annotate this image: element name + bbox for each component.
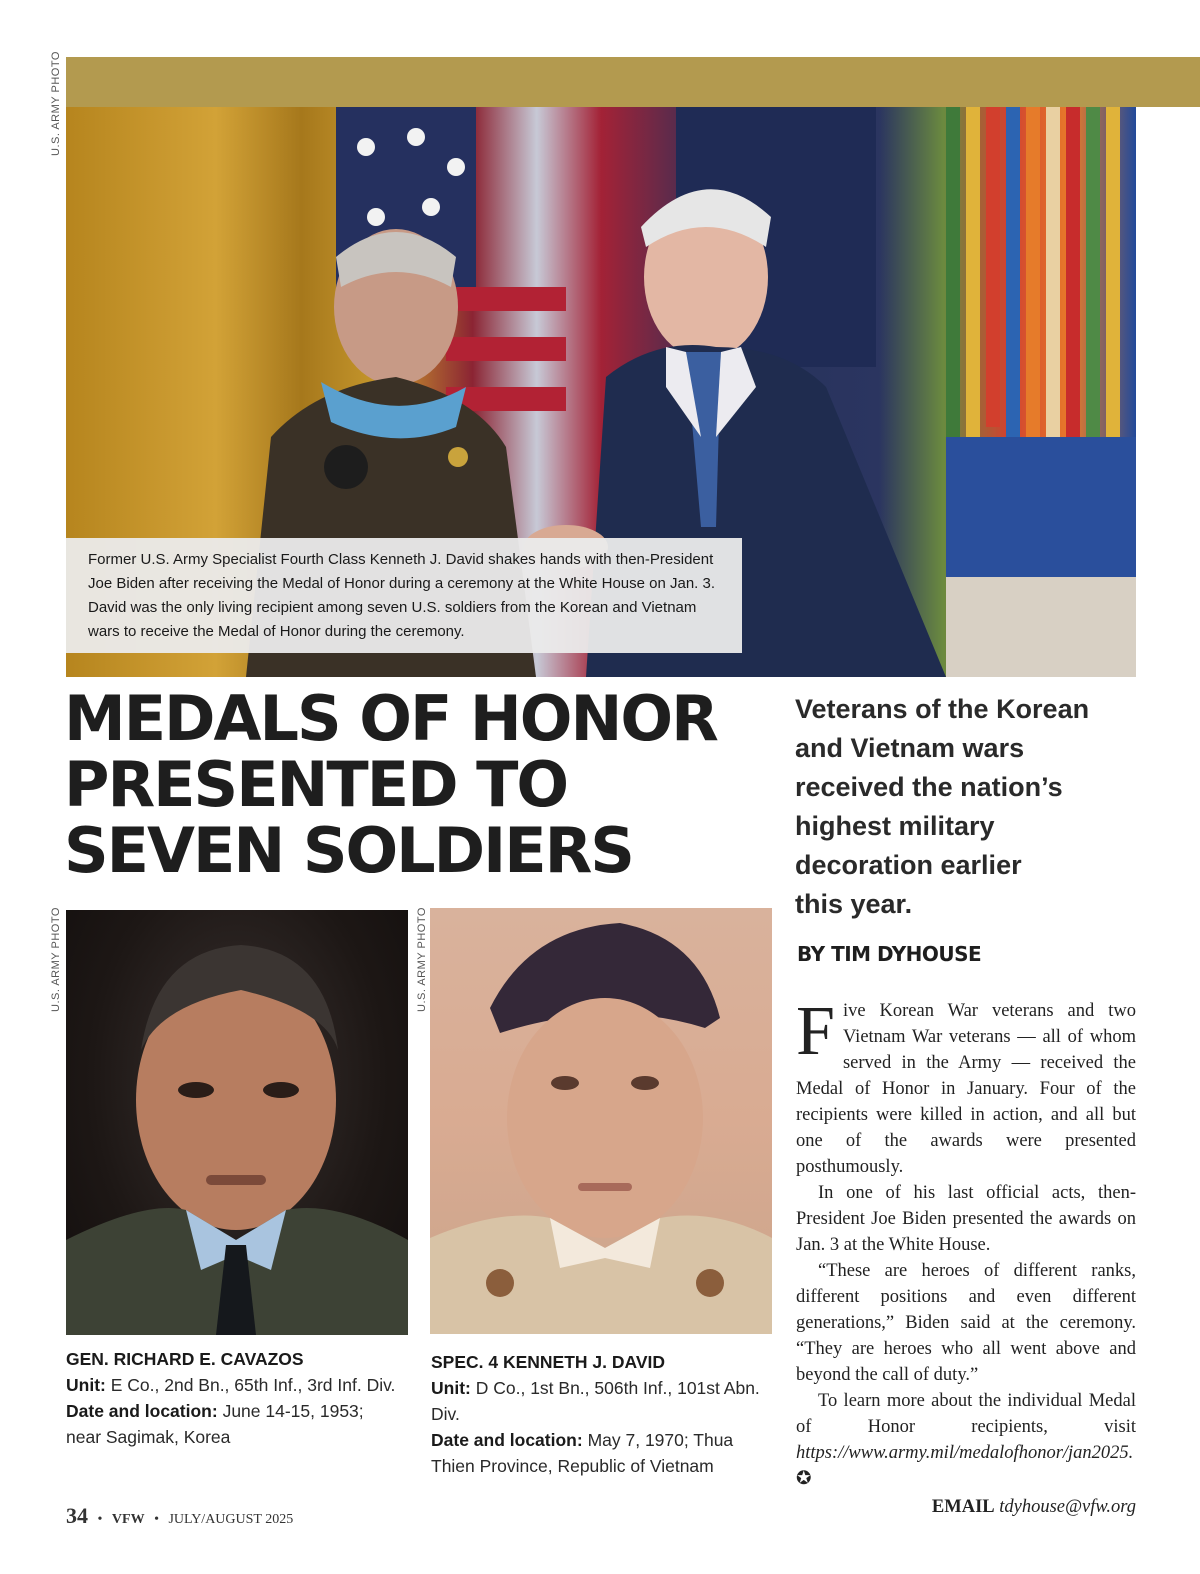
deck-line: and Vietnam wars xyxy=(795,733,1025,763)
page-footer xyxy=(66,1503,293,1529)
portrait-cavazos xyxy=(66,910,408,1335)
article-paragraph: In one of his last official acts, then-President Joe Biden presented the awards on Jan. 3 at the White House. xyxy=(796,1183,1136,1255)
portrait-david-illustration xyxy=(430,908,772,1334)
email-line xyxy=(796,1494,1136,1520)
deck-line: decoration earlier xyxy=(795,850,1022,880)
hero-caption-box xyxy=(66,538,742,653)
article-link[interactable]: https://www.army.mil/medalofhonor/jan2025. xyxy=(796,1443,1134,1463)
photo-credit-right: U.S. ARMY PHOTO xyxy=(416,907,428,1012)
article-body xyxy=(796,993,1136,1520)
issue-date: JULY/AUGUST 2025 xyxy=(168,1512,294,1527)
deck-line: this year. xyxy=(795,889,913,919)
article-paragraph: “These are heroes of different ranks, different positions and even different generations,” Biden said at the ceremony. “They are heroes who all went above and beyond the call of duty.” xyxy=(796,1261,1136,1385)
end-mark-icon: ✪ xyxy=(796,1469,812,1489)
photo-credit-top: U.S. ARMY PHOTO xyxy=(50,51,62,156)
recipient-name: SPEC. 4 KENNETH J. DAVID xyxy=(431,1352,666,1372)
photo-credit-left: U.S. ARMY PHOTO xyxy=(50,907,62,1012)
magazine-name: VFW xyxy=(111,1512,145,1527)
date-value: June 14-15, 1953; near Sagimak, Korea xyxy=(66,1401,364,1447)
hero-caption: Former U.S. Army Specialist Fourth Class Kenneth J. David shakes hands with then-President Joe Biden after receiving the Medal of Honor during a ceremony at the White House on Jan. 3. David was the only living recipient among seven U.S. soldiers from the Korean and Vietnam wars to receive the Medal of Honor during the ceremony. xyxy=(88,551,716,640)
email-link[interactable]: tdyhouse@vfw.org xyxy=(999,1497,1136,1517)
portrait-cavazos-illustration xyxy=(66,910,408,1335)
recipient-bio-cavazos xyxy=(66,1346,396,1450)
unit-label: Unit: xyxy=(66,1375,106,1395)
headline-line: SEVEN SOLDIERS xyxy=(64,814,633,887)
byline: BY TIM DYHOUSE xyxy=(797,942,982,966)
article-headline xyxy=(64,682,784,887)
deck-line: received the nation’s xyxy=(795,772,1063,802)
recipient-unit xyxy=(66,1372,396,1398)
email-label: EMAIL xyxy=(931,1497,995,1517)
page-number: 34 xyxy=(66,1503,88,1528)
headline-line: PRESENTED TO xyxy=(64,748,568,821)
footer-separator: • xyxy=(97,1512,103,1527)
unit-label: Unit: xyxy=(431,1378,471,1398)
article-deck xyxy=(795,690,1135,924)
recipient-unit xyxy=(431,1375,761,1427)
deck-line: Veterans of the Korean xyxy=(795,694,1090,724)
date-label: Date and location: xyxy=(66,1401,218,1421)
header-accent-bar xyxy=(66,57,1200,107)
deck-line: highest military xyxy=(795,811,995,841)
unit-value: E Co., 2nd Bn., 65th Inf., 3rd Inf. Div. xyxy=(110,1375,396,1395)
portrait-david xyxy=(430,908,772,1334)
unit-value: D Co., 1st Bn., 506th Inf., 101st Abn. Div. xyxy=(431,1378,760,1424)
recipient-bio-david xyxy=(431,1349,761,1479)
paragraph-text: To learn more about the individual Medal of Honor recipients, visit xyxy=(796,1391,1136,1437)
recipient-date xyxy=(431,1427,761,1479)
drop-cap: F xyxy=(796,993,835,1070)
paragraph-text: ive Korean War veterans and two Vietnam War veterans — all of whom served in the Army — received the Medal of Honor in January. Four of the recipients were killed in action, and all but one of the awards were presented posthumously. xyxy=(796,1001,1136,1177)
recipient-name: GEN. RICHARD E. CAVAZOS xyxy=(66,1349,304,1369)
date-value: May 7, 1970; Thua Thien Province, Republic of Vietnam xyxy=(431,1430,734,1476)
article-paragraph xyxy=(796,993,1136,1180)
article-paragraph xyxy=(796,1388,1136,1492)
headline-line: MEDALS OF HONOR xyxy=(64,682,717,755)
date-label: Date and location: xyxy=(431,1430,583,1450)
footer-separator: • xyxy=(154,1512,159,1527)
recipient-date xyxy=(66,1398,396,1450)
